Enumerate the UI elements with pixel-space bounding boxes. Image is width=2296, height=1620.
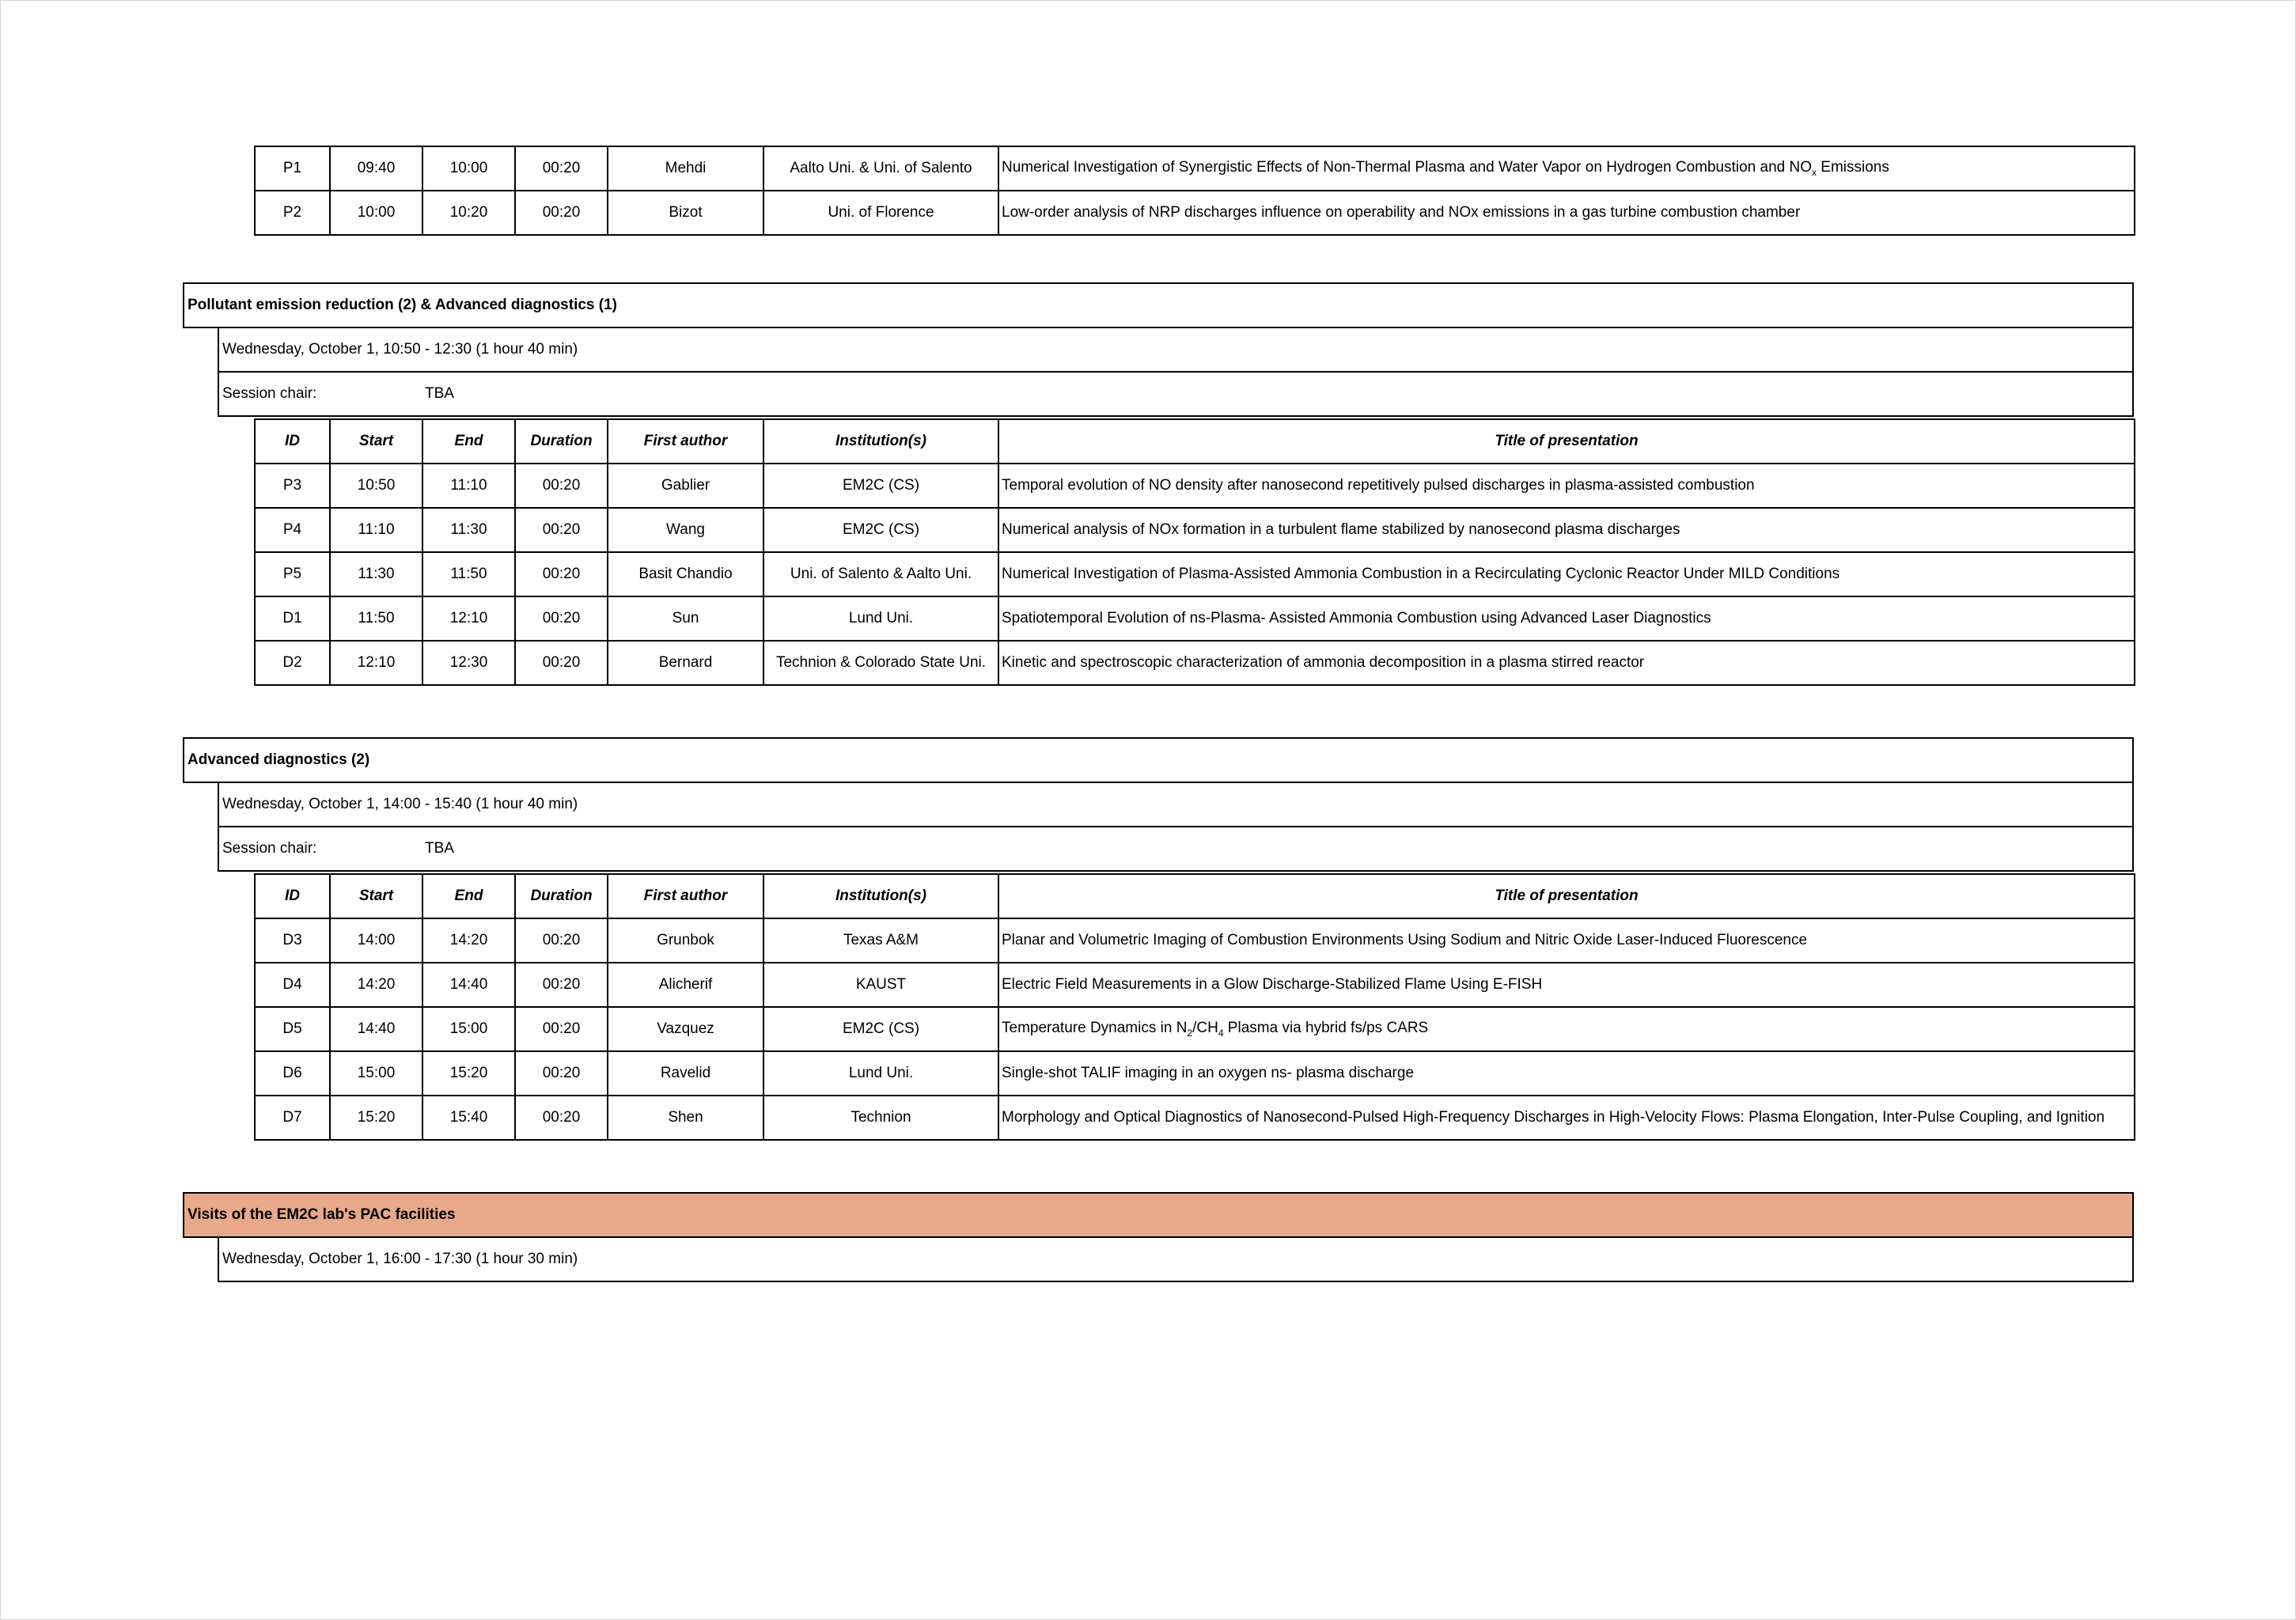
talks-table-session-2 (254, 873, 2135, 1141)
cell-duration: 00:20 (515, 963, 608, 1007)
cell-author: Mehdi (608, 146, 763, 191)
title-text-mid: /CH (1192, 1020, 1218, 1037)
table-row (255, 508, 2135, 552)
cell-duration: 00:20 (515, 596, 608, 641)
table-row (255, 963, 2135, 1007)
cell-institution: EM2C (CS) (763, 464, 998, 508)
session-2-title: Advanced diagnostics (2) (183, 737, 2134, 783)
title-text: Numerical Investigation of Synergistic Effects of Non-Thermal Plasma and Water Vapor on Hydrogen Combustion and NO (1002, 159, 1813, 176)
cell-end: 10:00 (422, 146, 515, 191)
table-row (255, 918, 2135, 963)
cell-id: D7 (255, 1096, 330, 1140)
cell-author: Wang (608, 508, 763, 552)
cell-title: Kinetic and spectroscopic characterization of ammonia decomposition in a plasma stirred reactor (998, 641, 2135, 685)
cell-end: 12:10 (422, 596, 515, 641)
cell-id: D2 (255, 641, 330, 685)
table-row (255, 1096, 2135, 1140)
col-header-duration: Duration (515, 419, 608, 464)
cell-id: D1 (255, 596, 330, 641)
session-1-date: Wednesday, October 1, 10:50 - 12:30 (1 hour 40 min) (218, 327, 2134, 373)
cell-id: P4 (255, 508, 330, 552)
cell-start: 11:50 (330, 596, 422, 641)
cell-duration: 00:20 (515, 641, 608, 685)
cell-id: D5 (255, 1007, 330, 1051)
cell-duration: 00:20 (515, 1007, 608, 1051)
col-header-institution: Institution(s) (763, 419, 998, 464)
cell-author: Basit Chandio (608, 552, 763, 596)
cell-title: Numerical Investigation of Plasma-Assisted Ammonia Combustion in a Recirculating Cyclonic Reactor Under MILD Conditions (998, 552, 2135, 596)
cell-institution: Technion (763, 1096, 998, 1140)
cell-duration: 00:20 (515, 918, 608, 963)
cell-title (998, 146, 2135, 191)
title-subscript: 2 (1187, 1027, 1193, 1039)
cell-start: 14:40 (330, 1007, 422, 1051)
col-header-id: ID (255, 419, 330, 464)
col-header-end: End (422, 419, 515, 464)
cell-duration: 00:20 (515, 464, 608, 508)
cell-author: Ravelid (608, 1051, 763, 1096)
table-row (255, 1007, 2135, 1051)
session-2-chair (218, 826, 2134, 872)
cell-end: 12:30 (422, 641, 515, 685)
cell-author: Shen (608, 1096, 763, 1140)
cell-title: Electric Field Measurements in a Glow Discharge-Stabilized Flame Using E-FISH (998, 963, 2135, 1007)
talks-table-top (254, 146, 2135, 236)
cell-institution: Uni. of Salento & Aalto Uni. (763, 552, 998, 596)
cell-end: 15:00 (422, 1007, 515, 1051)
cell-author: Sun (608, 596, 763, 641)
title-text-end: Plasma via hybrid fs/ps CARS (1223, 1020, 1429, 1037)
cell-title (998, 1007, 2135, 1051)
cell-start: 15:20 (330, 1096, 422, 1140)
cell-duration: 00:20 (515, 1096, 608, 1140)
cell-title: Spatiotemporal Evolution of ns-Plasma- Assisted Ammonia Combustion using Advanced Laser Diagnostics (998, 596, 2135, 641)
table-header-row (255, 419, 2135, 464)
cell-end: 11:50 (422, 552, 515, 596)
cell-author: Bizot (608, 191, 763, 235)
chair-value: TBA (425, 840, 454, 857)
cell-start: 10:50 (330, 464, 422, 508)
cell-id: P3 (255, 464, 330, 508)
title-text-end: Emissions (1817, 159, 1889, 176)
cell-start: 14:20 (330, 963, 422, 1007)
cell-institution: Lund Uni. (763, 1051, 998, 1096)
cell-start: 10:00 (330, 191, 422, 235)
chair-label: Session chair: (222, 840, 317, 857)
col-header-author: First author (608, 419, 763, 464)
chair-label: Session chair: (222, 385, 317, 402)
col-header-duration: Duration (515, 874, 608, 918)
cell-institution: EM2C (CS) (763, 1007, 998, 1051)
cell-id: D3 (255, 918, 330, 963)
session-2-date: Wednesday, October 1, 14:00 - 15:40 (1 hour 40 min) (218, 782, 2134, 827)
cell-end: 11:10 (422, 464, 515, 508)
cell-institution: Lund Uni. (763, 596, 998, 641)
session-1-title: Pollutant emission reduction (2) & Advanced diagnostics (1) (183, 282, 2134, 328)
cell-start: 11:30 (330, 552, 422, 596)
col-header-institution: Institution(s) (763, 874, 998, 918)
cell-end: 14:40 (422, 963, 515, 1007)
cell-id: P1 (255, 146, 330, 191)
table-row (255, 552, 2135, 596)
talks-table-session-1 (254, 418, 2135, 686)
col-header-start: Start (330, 419, 422, 464)
cell-institution: EM2C (CS) (763, 508, 998, 552)
cell-title: Planar and Volumetric Imaging of Combustion Environments Using Sodium and Nitric Oxide Laser-Induced Fluorescence (998, 918, 2135, 963)
cell-institution: KAUST (763, 963, 998, 1007)
cell-end: 11:30 (422, 508, 515, 552)
cell-id: D4 (255, 963, 330, 1007)
cell-institution: Uni. of Florence (763, 191, 998, 235)
cell-title: Low-order analysis of NRP discharges influence on operability and NOx emissions in a gas turbine combustion chamber (998, 191, 2135, 235)
cell-title: Temporal evolution of NO density after nanosecond repetitively pulsed discharges in plasma-assisted combustion (998, 464, 2135, 508)
cell-start: 12:10 (330, 641, 422, 685)
table-row (255, 191, 2135, 235)
cell-end: 14:20 (422, 918, 515, 963)
cell-author: Alicherif (608, 963, 763, 1007)
table-row (255, 596, 2135, 641)
col-header-start: Start (330, 874, 422, 918)
cell-title: Single-shot TALIF imaging in an oxygen ns- plasma discharge (998, 1051, 2135, 1096)
cell-institution: Aalto Uni. & Uni. of Salento (763, 146, 998, 191)
table-row (255, 1051, 2135, 1096)
cell-id: D6 (255, 1051, 330, 1096)
table-row (255, 146, 2135, 191)
cell-end: 15:20 (422, 1051, 515, 1096)
cell-institution: Texas A&M (763, 918, 998, 963)
cell-start: 15:00 (330, 1051, 422, 1096)
visits-date: Wednesday, October 1, 16:00 - 17:30 (1 hour 30 min) (218, 1236, 2134, 1282)
cell-institution: Technion & Colorado State Uni. (763, 641, 998, 685)
cell-duration: 00:20 (515, 146, 608, 191)
table-row (255, 641, 2135, 685)
cell-end: 10:20 (422, 191, 515, 235)
title-subscript-2: 4 (1218, 1027, 1224, 1039)
session-1-chair (218, 371, 2134, 417)
cell-duration: 00:20 (515, 191, 608, 235)
col-header-end: End (422, 874, 515, 918)
table-row (255, 464, 2135, 508)
title-text: Temperature Dynamics in N (1002, 1020, 1188, 1037)
cell-author: Bernard (608, 641, 763, 685)
title-subscript: x (1812, 166, 1817, 178)
col-header-id: ID (255, 874, 330, 918)
cell-end: 15:40 (422, 1096, 515, 1140)
col-header-title: Title of presentation (998, 419, 2135, 464)
cell-duration: 00:20 (515, 552, 608, 596)
cell-author: Grunbok (608, 918, 763, 963)
cell-author: Gablier (608, 464, 763, 508)
col-header-author: First author (608, 874, 763, 918)
table-header-row (255, 874, 2135, 918)
cell-id: P2 (255, 191, 330, 235)
visits-title: Visits of the EM2C lab's PAC facilities (183, 1192, 2134, 1238)
cell-duration: 00:20 (515, 1051, 608, 1096)
cell-author: Vazquez (608, 1007, 763, 1051)
cell-title: Numerical analysis of NOx formation in a turbulent flame stabilized by nanosecond plasma discharges (998, 508, 2135, 552)
col-header-title: Title of presentation (998, 874, 2135, 918)
cell-start: 09:40 (330, 146, 422, 191)
cell-title: Morphology and Optical Diagnostics of Nanosecond-Pulsed High-Frequency Discharges in High-Velocity Flows: Plasma Elongation, Inter-Pulse Coupling, and Ignition (998, 1096, 2135, 1140)
cell-start: 11:10 (330, 508, 422, 552)
cell-start: 14:00 (330, 918, 422, 963)
cell-duration: 00:20 (515, 508, 608, 552)
cell-id: P5 (255, 552, 330, 596)
chair-value: TBA (425, 385, 454, 402)
